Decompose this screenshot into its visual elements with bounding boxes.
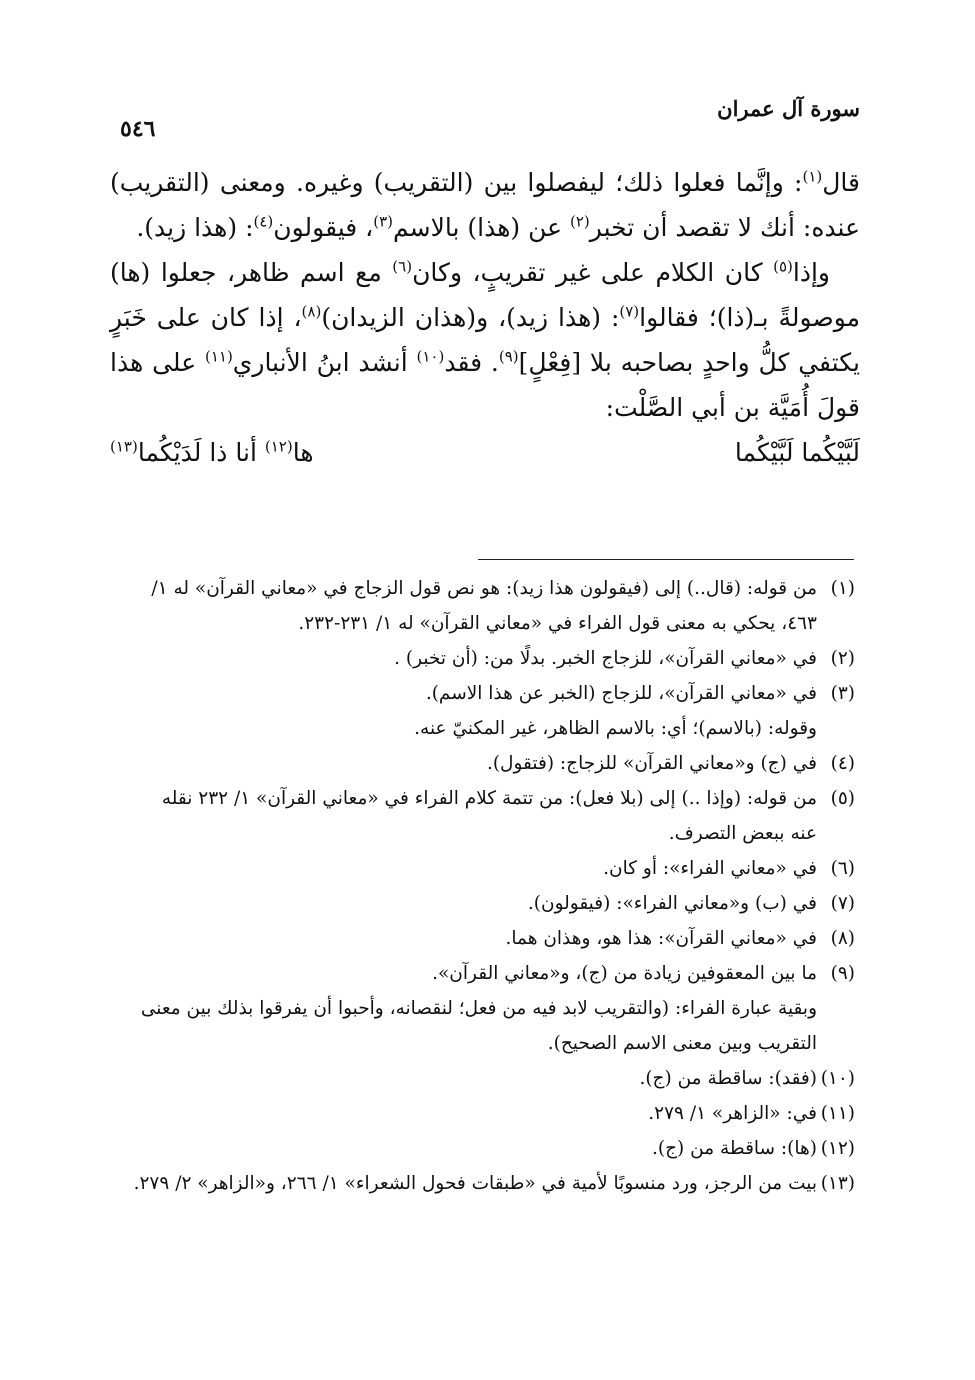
footnote	[130, 886, 855, 921]
footnote-ref: (١١)	[204, 347, 233, 366]
footnote-text: (ها): ساقطة من (ج).	[651, 1138, 817, 1159]
page-number: ٥٤٦	[120, 116, 156, 142]
footnote	[130, 851, 855, 886]
paragraph-2	[110, 250, 860, 430]
footnote	[130, 781, 855, 851]
footnote-ref: (٨)	[301, 302, 322, 321]
footnote-number: (١١)	[820, 1103, 855, 1124]
text-run: أنشد ابنُ الأنباري	[232, 348, 417, 377]
footnote-ref: (٦)	[392, 257, 413, 276]
footnote-number: (٦)	[830, 858, 855, 879]
footnote-text: في «معاني الفراء»: أو كان.	[603, 858, 817, 879]
poetry-verse	[110, 430, 860, 475]
footnote-text: بيت من الرجز، ورد منسوبًا لأمية في «طبقات فحول الشعراء» ١/ ٢٦٦، و«الزاهر» ٢/ ٢٧٩.	[133, 1173, 817, 1194]
footnote-continuation: وبقية عبارة الفراء: (والتقريب لابد فيه من فعل؛ لنقصانه، وأحبوا أن يفرقوا بذلك بين معنى التقريب وبين معنى الاسم الصحيح).	[140, 998, 817, 1054]
running-title: سورة آل عمران	[717, 96, 860, 121]
footnotes	[130, 571, 855, 1201]
footnote-number: (٩)	[830, 963, 855, 984]
footnote-number: (٤)	[830, 753, 855, 774]
footnote	[130, 956, 855, 991]
text-run: مع اسم ظاهر، جعلوا (ها) موصولةً بـ(ذا)؛ فقالوا	[110, 258, 860, 332]
verse-hemistich-2	[110, 430, 314, 475]
footnote-ref: (١٠)	[416, 347, 445, 366]
text-run: ، إذا كان على خَبَرٍ يكتفي كلُّ واحدٍ بصاحبه بلا [فِعْلٍ]	[110, 303, 860, 377]
text-run: . فقد	[444, 348, 499, 377]
footnote	[130, 746, 855, 781]
footnote-ref: (٢)	[570, 212, 590, 231]
footnote-text: من قوله: (قال..) إلى (فيقولون هذا زيد): هو نص قول الزجاج في «معاني القرآن» له ١/ ٤٦٣، يحكي به معنى قول الفراء في «معاني القرآن» له ١/ ٢٣١-٢٣٢.	[151, 578, 817, 634]
footnote-text: في «معاني القرآن»، للزجاج (الخبر عن هذا الاسم).	[425, 683, 817, 704]
text-run: على هذا قولَ أُمَيَّة بن أبي الصَّلْت:	[110, 348, 860, 422]
footnote-ref: (٣)	[373, 212, 394, 231]
footnote-separator	[478, 559, 854, 560]
footnote-ref: (٤)	[253, 212, 274, 231]
footnote-number: (١٣)	[820, 1173, 855, 1194]
footnote-ref: (٥)	[773, 257, 793, 276]
footnote-number: (٥)	[830, 788, 855, 809]
footnote-ref: (١)	[802, 167, 823, 186]
footnote	[130, 641, 855, 676]
text-run: قال	[822, 168, 860, 197]
footnote-number: (١٢)	[820, 1138, 855, 1159]
footnote	[130, 1131, 855, 1166]
text-run: ها	[292, 438, 314, 467]
text-run: أنا ذا لَدَيْكُما	[137, 438, 265, 467]
footnote-text: ما بين المعقوفين زيادة من (ج)، و«معاني القرآن».	[432, 963, 817, 984]
footnote-number: (٢)	[830, 648, 855, 669]
footnote-text: في (ج) و«معاني القرآن» للزجاج: (فتقول).	[486, 753, 817, 774]
footnote-text: في (ب) و«معاني الفراء»: (فيقولون).	[527, 893, 817, 914]
text-run: وإذا	[792, 258, 830, 287]
text-run: : وإنَّما فعلوا ذلك؛ ليفصلوا بين (التقريب) وغيره. ومعنى (التقريب) عنده: أنك لا تقصد أن تخبر	[110, 168, 860, 242]
footnote	[130, 921, 855, 956]
footnote-ref: (٧)	[619, 302, 640, 321]
footnote	[130, 571, 855, 641]
main-text	[110, 160, 860, 475]
footnote-number: (١)	[830, 578, 855, 599]
page-header	[120, 96, 860, 142]
verse-hemistich-1: لَبَّيْكُما لَبَّيْكُما	[734, 438, 860, 467]
footnote-text: (فقد): ساقطة من (ج).	[639, 1068, 817, 1089]
footnote-ref: (٩)	[498, 347, 519, 366]
paragraph-1	[110, 160, 860, 250]
footnote	[130, 1061, 855, 1096]
text-run: عن (هذا) بالاسم	[393, 213, 570, 242]
footnote-text: في «معاني القرآن»: هذا هو، وهذان هما.	[505, 928, 817, 949]
footnote-text: في: «الزاهر» ١/ ٢٧٩.	[648, 1103, 817, 1124]
footnote-ref: (١٣)	[110, 437, 138, 456]
text-run: : (هذا زيد).	[136, 213, 254, 242]
footnote-text: في «معاني القرآن»، للزجاج الخبر. بدلًا من: (أن تخبر) .	[394, 648, 817, 669]
footnote	[130, 676, 855, 711]
footnote-number: (٣)	[830, 683, 855, 704]
text-run: ، فيقولون	[273, 213, 374, 242]
footnote-number: (٧)	[830, 893, 855, 914]
footnote-number: (١٠)	[820, 1068, 855, 1089]
text-run: كان الكلام على غير تقريبٍ، وكان	[412, 258, 774, 287]
footnote-continuation: وقوله: (بالاسم)؛ أي: بالاسم الظاهر، غير المكنيّ عنه.	[414, 718, 817, 739]
footnote-ref: (١٢)	[264, 437, 293, 456]
footnote	[130, 1096, 855, 1131]
footnote	[130, 1166, 855, 1201]
footnote-number: (٨)	[830, 928, 855, 949]
text-run: : (هذا زيد)، و(هذان الزيدان)	[321, 303, 620, 332]
footnote-text: من قوله: (وإذا ..) إلى (بلا فعل): من تتمة كلام الفراء في «معاني القرآن» ١/ ٢٣٢ نقله عنه ببعض التصرف.	[161, 788, 817, 844]
